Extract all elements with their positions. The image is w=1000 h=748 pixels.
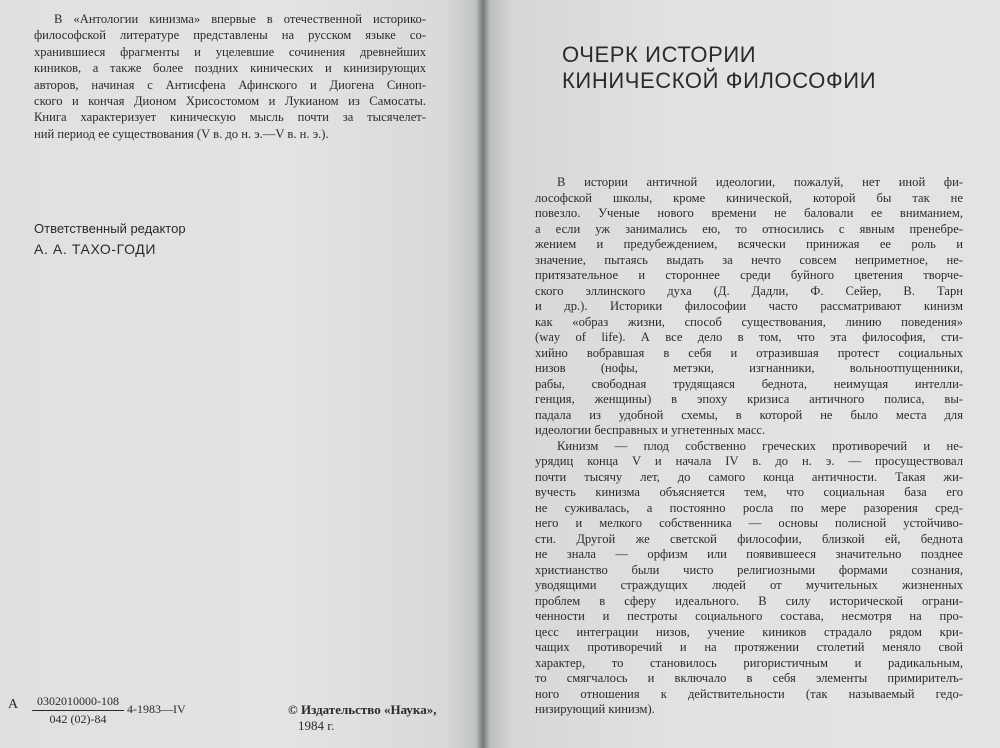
body-line: падала из удобной схемы, в которой не было места для [535, 407, 963, 422]
body-line: вучесть кинизма объясняется тем, что социальная база его [535, 485, 963, 499]
body-line: не знала — орфизм или появившееся значительно позднее [535, 547, 963, 561]
body-line: и др.). Историки философии часто рассматривают кинизм [535, 299, 963, 313]
body-line: ского эллинского духа (Д. Дадли, Ф. Сейер, В. Тарн [535, 283, 963, 298]
body-line: В истории античной идеологии, пожалуй, нет иной фи- [557, 175, 963, 189]
left-page [0, 0, 484, 748]
annotation-line: Книга характеризует киническую мысль почти за тысячелет- [34, 110, 426, 125]
body-line: почти тысячу лет, до самого конца античности. Такая жи- [535, 469, 963, 484]
body-line: генция, женщины) в эпоху кризиса античного полиса, вы- [535, 392, 963, 406]
chapter-body [535, 175, 963, 718]
body-line: христианство были чисто религиозными формами сознания, [535, 562, 963, 577]
body-line: проблем в сферу идеального. В силу исторической ограни- [535, 593, 963, 608]
chapter-title-line: КИНИЧЕСКОЙ ФИЛОСОФИИ [562, 68, 877, 93]
body-line: сти. Другой же светской философии, близкой ей, беднота [535, 531, 963, 546]
imprint-letter: А [8, 697, 19, 712]
body-line: повезло. Ученые нового времени не баловали ее вниманием, [535, 206, 963, 220]
body-line: чащих противоречий и на протяжении столетий меняло свой [535, 640, 963, 654]
body-line: цесс интеграции низов, учение киников страдало рядом кри- [535, 624, 963, 639]
annotation-line: авторов, начиная с Антисфена Афинского и Диогена Синоп- [34, 77, 426, 92]
annotation-line: киников, а также более поздних кинических и кинизирующих [34, 61, 426, 76]
body-line: ного отношения к действительности (так называемый гедо- [535, 686, 963, 701]
copyright-year: 1984 г. [298, 718, 335, 733]
body-line: лософской школы, кроме кинической, которой бы так не [535, 190, 963, 205]
annotation-line: ского и кончая Дионом Хрисостомом и Лукианом из Самосаты. [34, 94, 426, 109]
annotation-line: философской литературе представлены на русском языке со- [34, 28, 426, 43]
imprint-denominator: 042 (02)-84 [49, 712, 107, 726]
body-line: то смягчалось и включало в себя элементы примирителъ- [535, 671, 963, 685]
annotation-line: ний период ее существования (V в. до н. э.—V в. н. э.). [34, 126, 329, 141]
body-line: Кинизм — плод собственно греческих противоречий и не- [557, 438, 963, 453]
imprint-year: 4-1983—IV [127, 702, 186, 716]
imprint-code [32, 694, 124, 727]
body-line: значение, пытаясь выдать за нечто совсем неприметное, не- [535, 252, 963, 267]
editor-role: Ответственный редактор [34, 221, 186, 236]
body-line: не суживалась, а постоянно росла по мере разорения сред- [535, 500, 963, 515]
body-line: уводящими страждущих людей от мучительных жизненных [535, 578, 963, 592]
body-line: него и мелкого собственника — основы полисной устойчиво- [535, 516, 963, 530]
body-line: урядиц конца V и начала IV в. до н. э. — просуществовал [535, 454, 963, 468]
chapter-title [562, 42, 876, 94]
chapter-title-line: ОЧЕРК ИСТОРИИ [562, 42, 757, 67]
body-line: хийно вобравшая в себя и отразившая протест социальных [535, 345, 963, 360]
body-line: низирующий кинизм). [535, 702, 655, 716]
annotation-line: В «Антологии кинизма» впервые в отечественной историко- [54, 12, 426, 26]
body-line: низов (нофы, метэки, изгнанники, вольноотпущенники, [535, 361, 963, 375]
editor-name: А. А. ТАХО-ГОДИ [34, 241, 157, 257]
body-line: как «образ жизни, способ существования, линию поведения» [535, 314, 963, 329]
body-line: (way of life). А все дело в том, что эта философия, сти- [535, 330, 963, 344]
body-line: а если уж занимались ею, то относились с явным пренебре- [535, 221, 963, 236]
book-annotation [34, 11, 426, 142]
body-line: рабы, свободная трудящаяся беднота, неимущая интелли- [535, 376, 963, 391]
imprint-numerator: 0302010000-108 [32, 694, 124, 711]
annotation-line: хранившиеся фрагменты и уцелевшие сочинения древнейших [34, 44, 426, 59]
copyright-notice [288, 702, 436, 734]
body-line: характер, то становилось ригористичным и радикальным, [535, 655, 963, 670]
body-line: идеологии бесправных и угнетенных масс. [535, 423, 766, 437]
body-line: ченности и пестроты социального состава, несмотря на про- [535, 609, 963, 623]
copyright-line: © Издательство «Наука», [288, 702, 437, 717]
body-line: жением и предубеждением, всячески принижая ее роль и [535, 237, 963, 251]
body-line: притязательное и стороннее среди буйного цветения творче- [535, 268, 963, 282]
book-gutter [476, 0, 490, 748]
